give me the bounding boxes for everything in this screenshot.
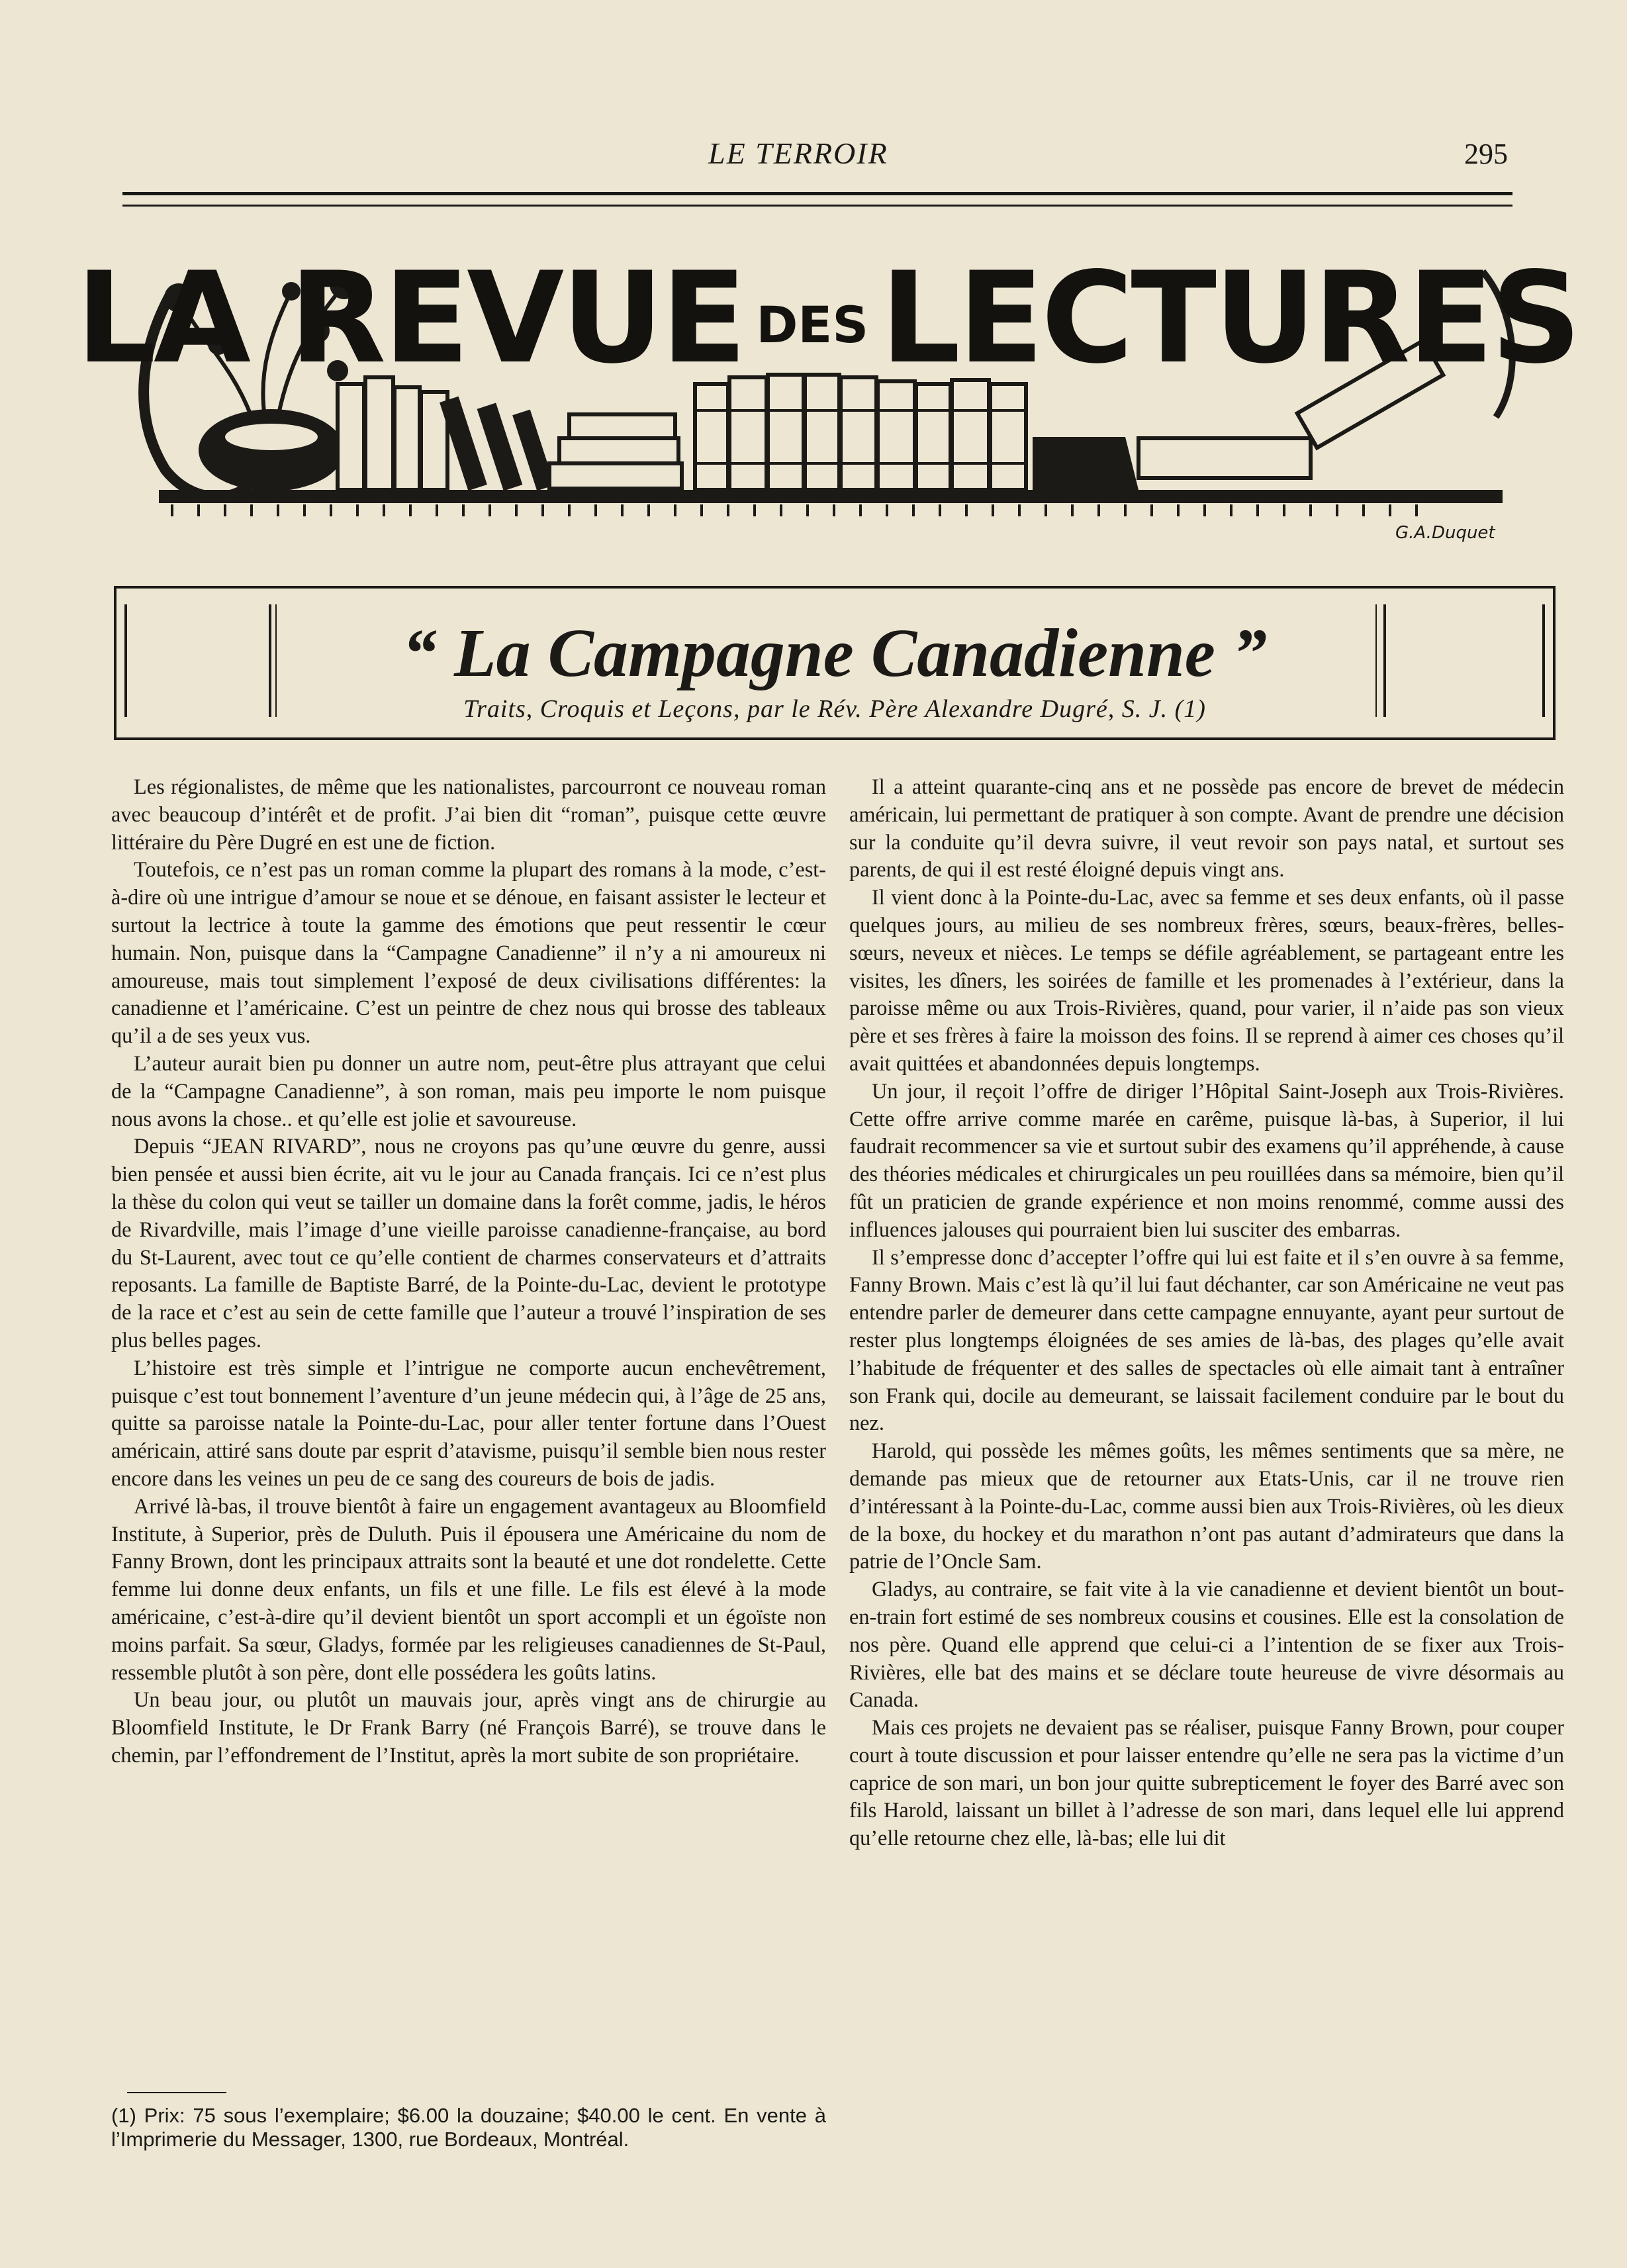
right-column bbox=[849, 773, 1564, 1852]
paragraph: Il vient donc à la Pointe-du-Lac, avec sa femme et ses deux enfants, où il passe quelques jours, au milieu de ses nombreux frères, sœurs, beaux-frères, belles-sœurs, neveux et nièces. Le temps se défile agréablement, se partageant entre les visites, les dîners, les soirées de famille et les promenades à l’extérieur, dans la paroisse même ou aux Trois-Rivières, quand, pour varier, il n’aide pas son vieux père et ses frères à faire la moisson des foins. Il se reprend à aimer ces choses qu’il avait quittées et abandonnées depuis longtemps. bbox=[849, 885, 1564, 1075]
paragraph: Toutefois, ce n’est pas un roman comme la plupart des romans à la mode, c’est-à-dire où une intrigue d’amour se noue et se dénoue, en faisant assister le lecteur et surtout la lectrice à toute la gamme des émotions que peut ressentir le cœur humain. Non, puisque dans la “Campagne Canadienne” il n’y a ni amoureux ni amoureuse, mais tout simplement l’exposé de deux civilisations différentes: la canadienne et l’américaine. C’est un peintre de chez nous qui brosse des tableaux qu’il a de ses yeux vus. bbox=[111, 857, 826, 1048]
paragraph: Mais ces projets ne devaient pas se réaliser, puisque Fanny Brown, pour couper court à toute discussion et pour laisser entendre qu’elle ne sera pas la victime d’un caprice de son mari, un bon jour quitte subrepticement le foyer des Barré avec son fils Harold, laissant un billet à l’adresse de son mari, dans lequel elle lui apprend qu’elle retourne chez elle, là-bas; elle lui dit bbox=[849, 1715, 1564, 1850]
paragraph: Gladys, au contraire, se fait vite à la vie canadienne et devient bientôt un bout-en-train fort estimé de ses nombreux cousins et cousines. Elle est la consolation de nos père. Quand elle apprend que celui-ci a l’intention de se fixer aux Trois-Rivières, elle bat des mains et se déclare toute heureuse de vivre désormais au Canada. bbox=[849, 1577, 1564, 1712]
paragraph: Depuis “JEAN RIVARD”, nous ne croyons pas qu’une œuvre du genre, aussi bien pensée et aussi bien écrite, ait vu le jour au Canada français. Ici ce n’est plus la thèse du colon qui veut se tailler un domaine dans la forêt comme, jadis, le héros de Rivardville, mais l’image d’une vieille paroisse canadienne-française, au bord du St-Laurent, avec tout ce qu’elle contient de charmes conservateurs et d’attraits reposants. La famille de Baptiste Barré, de la Pointe-du-Lac, devient le prototype de la race et c’est au sein de cette famille que l’auteur a trouvé l’inspiration de ses plus belles pages. bbox=[111, 1134, 826, 1352]
banner-title-left: LA REVUE bbox=[75, 245, 745, 391]
paragraph: Les régionalistes, de même que les nationalistes, parcourront ce nouveau roman avec beaucoup d’intérêt et de profit. J’ai bien dit “roman”, puisque cette œuvre littéraire du Père Dugré en est une de fiction. bbox=[111, 775, 826, 854]
banner-title-small: DES bbox=[756, 295, 869, 354]
paragraph: Il s’empresse donc d’accepter l’offre qui lui est faite et il s’en ouvre à sa femme, Fanny Brown. Mais c’est là qu’il lui faut déchanter, car son Américaine ne veut pas entendre parler de demeurer dans cette campagne ennuyante, ayant peur surtout de rester plus longtemps éloignées de ses amies de là-bas, des plages qu’elle avait l’habitude de fréquenter et des salles de spectacles où elle aimait tant à entraîner son Frank qui, docile au demeurant, se laissait facilement conduire par le bout du nez. bbox=[849, 1245, 1564, 1435]
banner-title-right: LECTURES bbox=[880, 245, 1579, 391]
banner-title bbox=[75, 245, 1579, 391]
book-title: “ La Campagne Canadienne ” bbox=[402, 615, 1267, 691]
paragraph: L’histoire est très simple et l’intrigue ne comporte aucun enchevêtrement, puisque c’est tout bonnement l’aventure d’un jeune médecin qui, à l’âge de 25 ans, quitte sa paroisse natale la Pointe-du-Lac, pour aller tenter fortune dans l’Ouest américain, attiré sans doute par esprit d’atavisme, puisqu’il semble bien nous rester encore dans les veines un peu de ce sang des coureurs de bois de jadis. bbox=[111, 1355, 826, 1490]
book-subtitle: Traits, Croquis et Leçons, par le Rév. Père Alexandre Dugré, S. J. (1) bbox=[463, 695, 1206, 723]
header-rule bbox=[122, 192, 1512, 207]
page-number: 295 bbox=[1464, 138, 1508, 170]
running-head bbox=[0, 136, 1627, 182]
footnote-rule bbox=[127, 2092, 226, 2093]
paragraph: L’auteur aurait bien pu donner un autre nom, peut-être plus attrayant que celui de la “Campagne Canadienne”, à son roman, mais peu importe le nom puisque nous avons la chose.. et qu’elle est jolie et savoureuse. bbox=[111, 1051, 826, 1131]
title-under-rule bbox=[114, 737, 1550, 745]
paragraph: Un jour, il reçoit l’offre de diriger l’Hôpital Saint-Joseph aux Trois-Rivières. Cette offre arrive comme marée en carême, puisque là-bas, à Superior, il lui faudrait recommencer sa vie et surtout subir des examens qu’il appréhende, à cause des théories médicales et chirurgicales un peu rouillées dans sa mémoire, bien qu’il fût un praticien de grande expérience et non moins renommé, comme aussi des influences jalouses qui pourraient bien lui susciter des embarras. bbox=[849, 1078, 1564, 1241]
book-title-box bbox=[114, 586, 1556, 740]
artist-signature: G.A.Duquet bbox=[1395, 523, 1495, 543]
journal-name: LE TERROIR bbox=[708, 136, 888, 170]
left-column bbox=[111, 773, 826, 1770]
paragraph: Un beau jour, ou plutôt un mauvais jour, après vingt ans de chirurgie au Bloomfield Institute, le Dr Frank Barry (né François Barré), se trouve dans le chemin, par l’effondrement de l’Institut, après la mort subite de son propriétaire. bbox=[111, 1687, 826, 1767]
paragraph: Harold, qui possède les mêmes goûts, les mêmes sentiments que sa mère, ne demande pas mieux que de retourner aux Etats-Unis, car il ne trouve rien d’intéressant à la Pointe-du-Lac, comme aussi bien aux Trois-Rivières, où les dieux de la boxe, du hockey et du marathon n’ont pas autant d’admirateurs que dans la patrie de l’Oncle Sam. bbox=[849, 1439, 1564, 1574]
banner-illustration bbox=[75, 218, 1579, 563]
footnote: (1) Prix: 75 sous l’exemplaire; $6.00 la douzaine; $40.00 le cent. En vente à l’Imprimerie du Messager, 1300, rue Bordeaux, Montréal. bbox=[111, 2104, 826, 2151]
paragraph: Il a atteint quarante-cinq ans et ne possède pas encore de brevet de médecin américain, lui permettant de pratiquer à son compte. Avant de prendre une décision sur la conduite qu’il devra suivre, il veut revoir son pays natal, et surtout ses parents, de qui il est resté éloigné depuis vingt ans. bbox=[849, 775, 1564, 882]
paragraph: Arrivé là-bas, il trouve bientôt à faire un engagement avantageux au Bloomfield Institute, à Superior, près de Duluth. Puis il épousera une Américaine du nom de Fanny Brown, dont les principaux attraits sont la beauté et une dot rondelette. Cette femme lui donne deux enfants, un fils et une fille. Le fils est élevé à la mode américaine, c’est-à-dire qu’il devient bientôt un sport accompli et un égoïste non moins parfait. Sa sœur, Gladys, formée par les religieuses canadiennes de St-Paul, ressemble plutôt à son père, dont elle possédera les goûts latins. bbox=[111, 1493, 826, 1684]
